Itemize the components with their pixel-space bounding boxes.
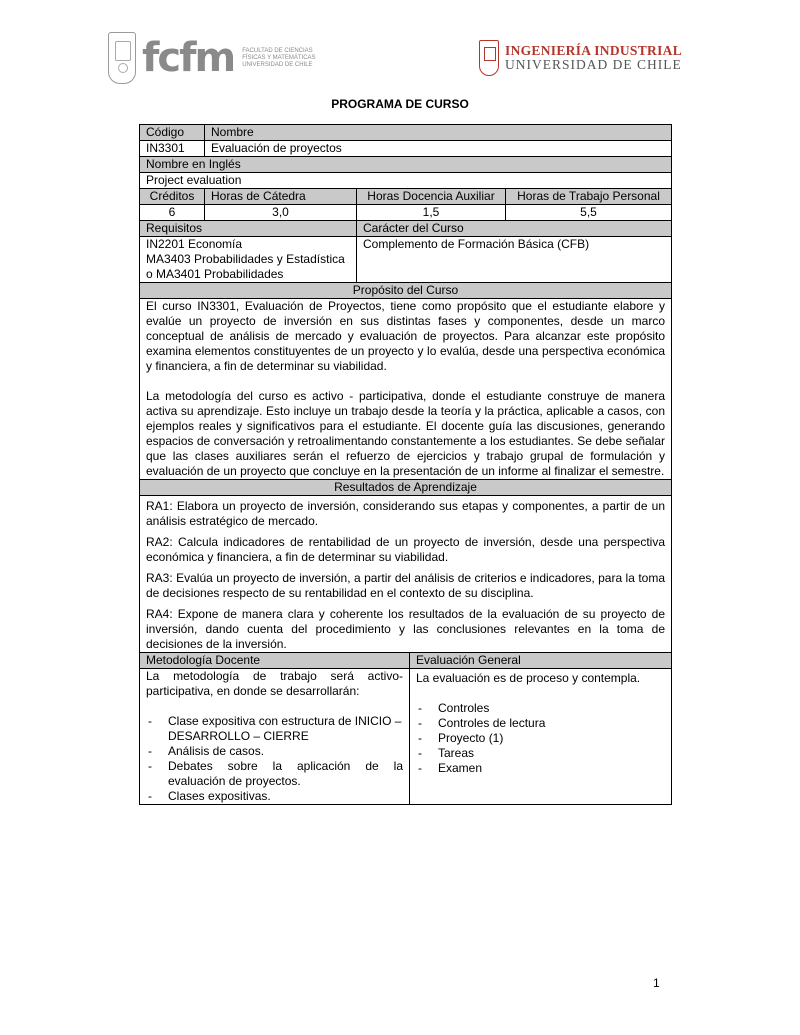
fcfm-logo — [108, 28, 322, 88]
evaluacion-list — [416, 701, 665, 776]
list-item: - Controles de lectura — [416, 716, 665, 731]
list-item: - Análisis de casos. — [146, 744, 403, 759]
table-row — [140, 141, 672, 157]
resultado-item: RA3: Evalúa un proyecto de inversión, a partir del análisis de criterios e indicadores, para la toma de decisiones respecto de su rentabilidad en el contexto de su disciplina. — [146, 571, 665, 600]
horas-personal-value: 5,5 — [506, 205, 672, 221]
evaluacion-intro: La evaluación es de proceso y contempla. — [416, 671, 641, 685]
table-row — [140, 173, 672, 189]
metodologia-value — [140, 669, 410, 805]
resultados-label: Resultados de Aprendizaje — [140, 480, 672, 496]
caracter-label: Carácter del Curso — [357, 221, 672, 237]
nombre-ingles-label: Nombre en Inglés — [140, 157, 672, 173]
requisito-item: o MA3401 Probabilidades — [146, 267, 284, 281]
fcfm-logo-word: fcfm — [142, 35, 235, 81]
proposito-label: Propósito del Curso — [140, 283, 672, 299]
nombre-value: Evaluación de proyectos — [205, 141, 672, 157]
list-item: - Examen — [416, 761, 665, 776]
fcfm-logo-subtitle: FACULTAD DE CIENCIAS FÍSICAS Y MATEMÁTICAS UNIVERSIDAD DE CHILE — [242, 47, 316, 68]
requisito-item: MA3403 Probabilidades y Estadística — [146, 252, 345, 266]
university-seal-icon — [108, 32, 136, 84]
table-row — [140, 157, 672, 173]
resultado-item: RA4: Expone de manera clara y coherente los resultados de la evaluación de su proyecto de inversión, dando cuenta del procedimiento y las conclusiones relevantes en la toma de decisiones de la inversión. — [146, 607, 665, 651]
proposito-value — [140, 299, 672, 480]
requisitos-label: Requisitos — [140, 221, 357, 237]
table-row — [140, 125, 672, 141]
ingenieria-industrial-logo — [479, 40, 682, 76]
proposito-paragraph: El curso IN3301, Evaluación de Proyectos, tiene como propósito que el estudiante elabore y evalúe un proyecto de inversión en sus distintas fases y componentes, desde un marco conceptual de análisis de mercado y evaluación de proyectos. Para alcanzar este propósito examina elementos constituyentes de un proyecto y lo evalúa, desde una perspectiva económica y financiera, a fin de determinar su viabilidad. — [146, 299, 665, 373]
list-item: - Clase expositiva con estructura de INICIO – DESARROLLO – CIERRE — [146, 714, 403, 744]
requisitos-value — [140, 237, 357, 283]
horas-auxiliar-label: Horas Docencia Auxiliar — [357, 189, 506, 205]
table-row — [140, 669, 672, 805]
document-title: PROGRAMA DE CURSO — [331, 97, 469, 111]
creditos-label: Créditos — [140, 189, 205, 205]
logo-line-1: INGENIERÍA INDUSTRIAL — [505, 43, 682, 58]
table-row — [140, 283, 672, 299]
metodologia-intro: La metodología de trabajo será activo-participativa, en donde se desarrollarán: — [146, 669, 403, 698]
page-header — [0, 0, 800, 95]
horas-personal-label: Horas de Trabajo Personal — [506, 189, 672, 205]
caracter-value: Complemento de Formación Básica (CFB) — [357, 237, 672, 283]
requisito-item: IN2201 Economía — [146, 237, 243, 251]
list-item: - Tareas — [416, 746, 665, 761]
resultado-item: RA1: Elabora un proyecto de inversión, considerando sus etapas y componentes, a partir de un análisis estratégico de mercado. — [146, 499, 665, 528]
metodologia-label: Metodología Docente — [140, 653, 410, 669]
proposito-paragraph: La metodología del curso es activo - participativa, donde el estudiante construye de manera activa su aprendizaje. Esto incluye un trabajo desde la teoría y la práctica, aplicable a casos, con ejemplos reales y significativos para el estudiante. El docente guía las discusiones, generando espacios de conversación y retroalimentando constantemente a los estudiantes. Se debe señalar que las clases auxiliares serán el refuerzo de ejercicios y trabajo grupal de formulación y evaluación de un proyecto que concluye en la presentación de un informe al finalizar el semestre. — [146, 389, 665, 478]
list-item: - Clases expositivas. — [146, 789, 403, 804]
horas-catedra-value: 3,0 — [205, 205, 357, 221]
horas-auxiliar-value: 1,5 — [357, 205, 506, 221]
course-table — [139, 124, 672, 805]
nombre-label: Nombre — [205, 125, 672, 141]
table-row — [140, 189, 672, 205]
metodologia-list — [146, 714, 403, 804]
list-item: - Debates sobre la aplicación de la evaluación de proyectos. — [146, 759, 403, 789]
table-row — [140, 299, 672, 480]
page-number: 1 — [653, 976, 660, 990]
resultado-item: RA2: Calcula indicadores de rentabilidad de un proyecto de inversión, desde una perspectiva económica y financiera, a fin de determinar su viabilidad. — [146, 535, 665, 564]
codigo-label: Código — [140, 125, 205, 141]
university-seal-icon — [479, 40, 499, 76]
table-row — [140, 653, 672, 669]
resultados-value — [140, 496, 672, 653]
evaluacion-value — [410, 669, 672, 805]
table-row — [140, 205, 672, 221]
table-row — [140, 496, 672, 653]
codigo-value: IN3301 — [140, 141, 205, 157]
list-item: - Controles — [416, 701, 665, 716]
list-item: - Proyecto (1) — [416, 731, 665, 746]
evaluacion-label: Evaluación General — [410, 653, 672, 669]
creditos-value: 6 — [140, 205, 205, 221]
table-row — [140, 221, 672, 237]
table-row — [140, 480, 672, 496]
logo-line-2: UNIVERSIDAD DE CHILE — [505, 57, 682, 72]
horas-catedra-label: Horas de Cátedra — [205, 189, 357, 205]
table-row — [140, 237, 672, 283]
nombre-ingles-value: Project evaluation — [140, 173, 672, 189]
